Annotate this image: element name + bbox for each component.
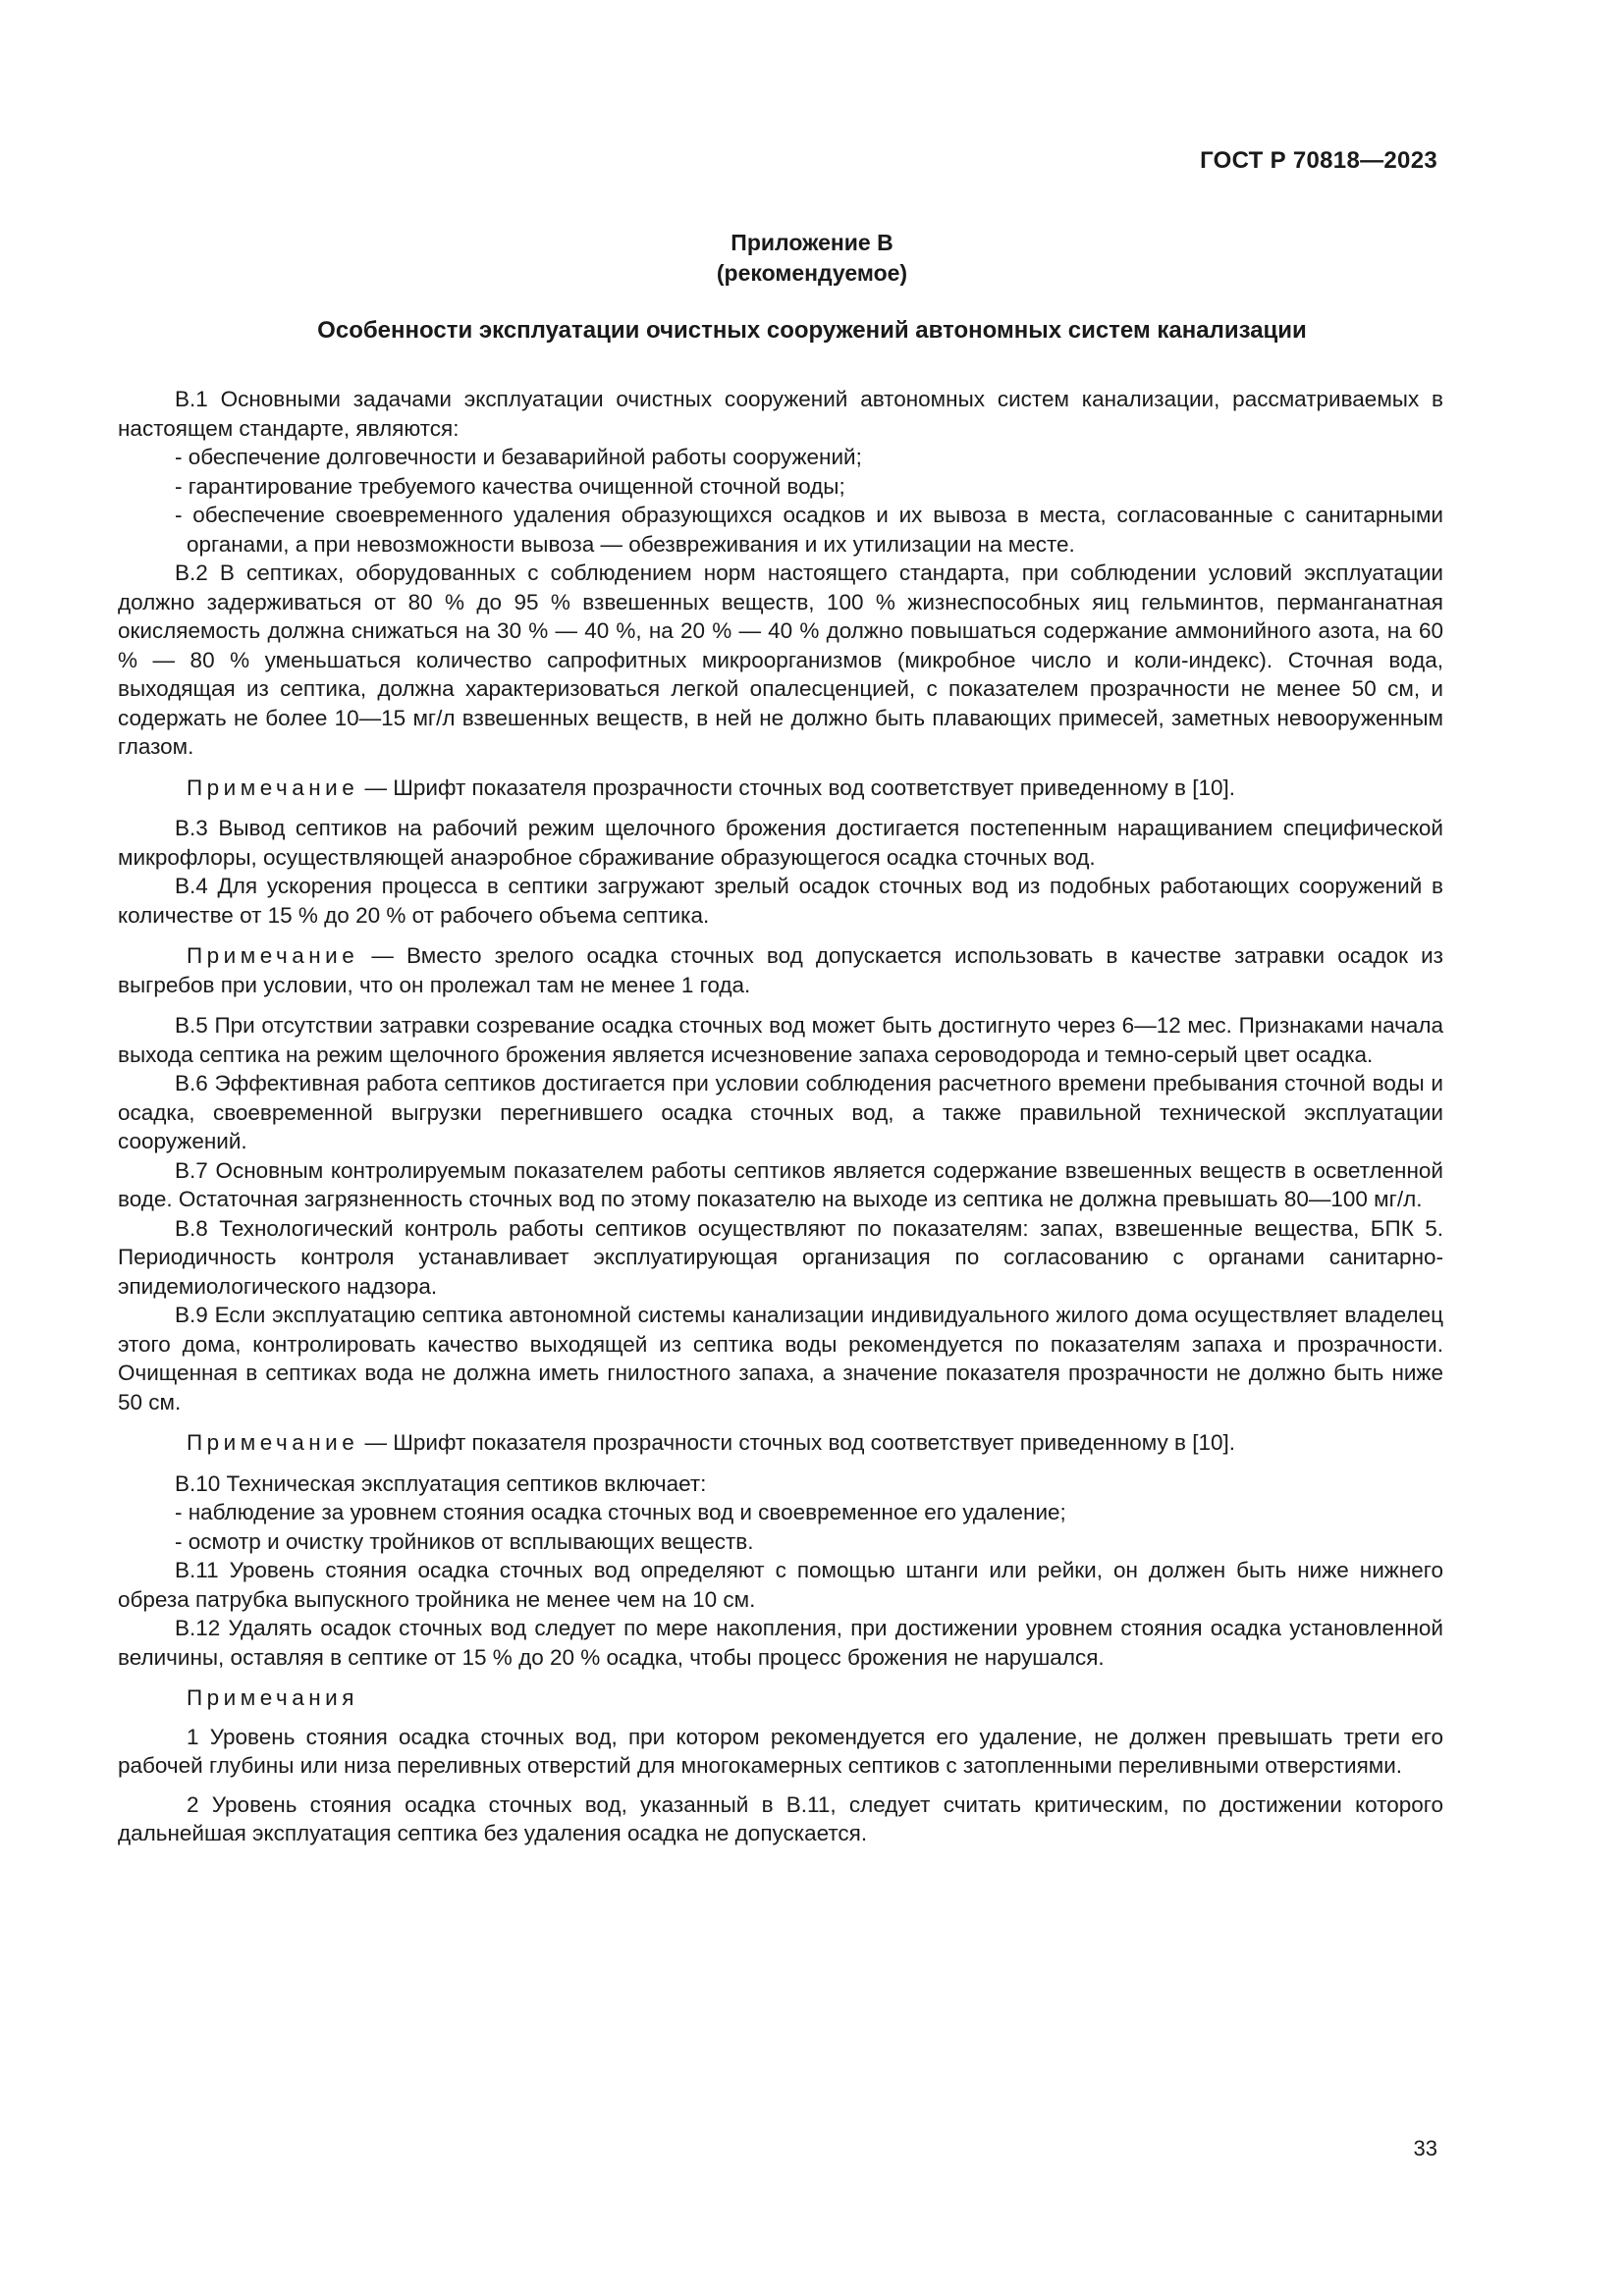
document-body: [118, 385, 1443, 1858]
paragraph-b8: В.8 Технологический контроль работы септиков осуществляют по показателям: запах, взвешенные вещества, БПК 5. Периодичность контроля устанавливает эксплуатирующая организация по согласованию с органами санитарно-эпидемиологического надзора.: [118, 1215, 1443, 1299]
note-label: Примечание: [187, 943, 359, 968]
list-item: - осмотр и очистку тройников от всплывающих веществ.: [175, 1528, 754, 1554]
paragraph-b6: В.6 Эффективная работа септиков достигается при условии соблюдения расчетного времени пребывания сточной воды и осадка, своевременной выгрузки перегнившего осадка сточных вод, а также правильной технической эксплуатации сооружений.: [118, 1071, 1443, 1153]
annex-heading: [0, 228, 1624, 289]
section-title: Особенности эксплуатации очистных сооружений автономных систем канализации: [317, 317, 1307, 344]
paragraph-b2: В.2 В септиках, оборудованных с соблюдением норм настоящего стандарта, при соблюдении условий эксплуатации должно задерживаться от 80 % до 95 % взвешенных веществ, 100 % жизнеспособных яиц гельминтов, перманганатная окисляемость должна снижаться на 30 % — 40 %, на 20 % — 40 % должно повышаться содержание аммонийного азота, на 60 % — 80 % уменьшаться количество сапрофитных микроорганизмов (микробное число и коли-индекс). Сточная вода, выходящая из септика, должна характеризоваться легкой опалесценцией, с показателем прозрачности не менее 50 см, и содержать не более 10—15 мг/л взвешенных веществ, в ней не должно быть плавающих примесей, заметных невооруженным глазом.: [118, 561, 1443, 759]
note-text: — Шрифт показателя прозрачности сточных вод соответствует приведенному в [10].: [358, 1430, 1236, 1455]
note-label: Примечание: [187, 774, 359, 800]
paragraph-b12: В.12 Удалять осадок сточных вод следует по мере накопления, при достижении уровнем стояния осадка установленной величины, оставляя в септике от 15 % до 20 % осадка, чтобы процесс брожения не нарушался.: [118, 1616, 1443, 1670]
note-text: — Вместо зрелого осадка сточных вод допускается использовать в качестве затравки осадок из выгребов при условии, что он пролежал там не менее 1 года.: [118, 943, 1443, 997]
paragraph-b5: В.5 При отсутствии затравки созревание осадка сточных вод может быть достигнуто через 6—12 мес. Признаками начала выхода септика на режим щелочного брожения является исчезновение запаха сероводорода и темно-серый цвет осадка.: [118, 1013, 1443, 1067]
page-number: 33: [1413, 2136, 1437, 2161]
note-2: [118, 941, 1443, 999]
paragraph-b11: В.11 Уровень стояния осадка сточных вод определяют с помощью штанги или рейки, он должен быть ниже нижнего обреза патрубка выпускного тройника не менее чем на 10 см.: [118, 1558, 1443, 1612]
note-label: Примечание: [187, 1430, 359, 1455]
annex-title: Приложение В: [731, 230, 893, 255]
paragraph-b10: В.10 Техническая эксплуатация септиков включает:: [175, 1470, 707, 1496]
paragraph-b7: В.7 Основным контролируемым показателем работы септиков является содержание взвешенных веществ в осветленной воде. Остаточная загрязненность сточных вод по этому показателю на выходе из септика не должна превышать 80—100 мг/л.: [118, 1157, 1443, 1211]
document-code: ГОСТ Р 70818—2023: [1200, 147, 1437, 174]
annex-status: (рекомендуемое): [716, 260, 908, 286]
paragraph-b1: В.1 Основными задачами эксплуатации очистных сооружений автономных систем канализации, рассматриваемых в настоящем стандарте, являются:: [118, 387, 1443, 441]
list-item: - наблюдение за уровнем стояния осадка сточных вод и своевременное его удаление;: [175, 1500, 1066, 1524]
paragraph-b3: В.3 Вывод септиков на рабочий режим щелочного брожения достигается постепенным наращиванием специфической микрофлоры, осуществляющей анаэробное сбраживание образующегося осадка сточных вод.: [118, 816, 1443, 870]
list-item: - обеспечение своевременного удаления образующихся осадков и их вывоза в места, согласованные с санитарными органами, а при невозможности вывоза — обезвреживания и их утилизации на месте.: [175, 503, 1443, 557]
paragraph-b4: В.4 Для ускорения процесса в септики загружают зрелый осадок сточных вод из подобных работающих сооружений в количестве от 15 % до 20 % от рабочего объема септика.: [118, 874, 1443, 928]
note-1: [118, 774, 1443, 803]
paragraph-b9: В.9 Если эксплуатацию септика автономной системы канализации индивидуального жилого дома осуществляет владелец этого дома, контролировать качество выходящей из септика воды рекомендуется по показателям запаха и прозрачности. Очищенная в септиках вода не должна иметь гнилостного запаха, а значение показателя прозрачности не должно быть ниже 50 см.: [118, 1303, 1443, 1415]
note-3: [118, 1428, 1443, 1458]
notes-item: 1 Уровень стояния осадка сточных вод, при котором рекомендуется его удаление, не должен превышать трети его рабочей глубины или низа переливных отверстий для многокамерных септиков с затопленными переливными отверстиями.: [118, 1724, 1443, 1778]
notes-item: 2 Уровень стояния осадка сточных вод, указанный в В.11, следует считать критическим, по достижении которого дальнейшая эксплуатация септика без удаления осадка не допускается.: [118, 1791, 1443, 1845]
list-item: - гарантирование требуемого качества очищенной сточной воды;: [175, 473, 845, 499]
note-text: — Шрифт показателя прозрачности сточных вод соответствует приведенному в [10].: [358, 774, 1236, 800]
list-item: - обеспечение долговечности и безаварийной работы сооружений;: [175, 445, 862, 469]
notes-heading: Примечания: [187, 1685, 358, 1710]
